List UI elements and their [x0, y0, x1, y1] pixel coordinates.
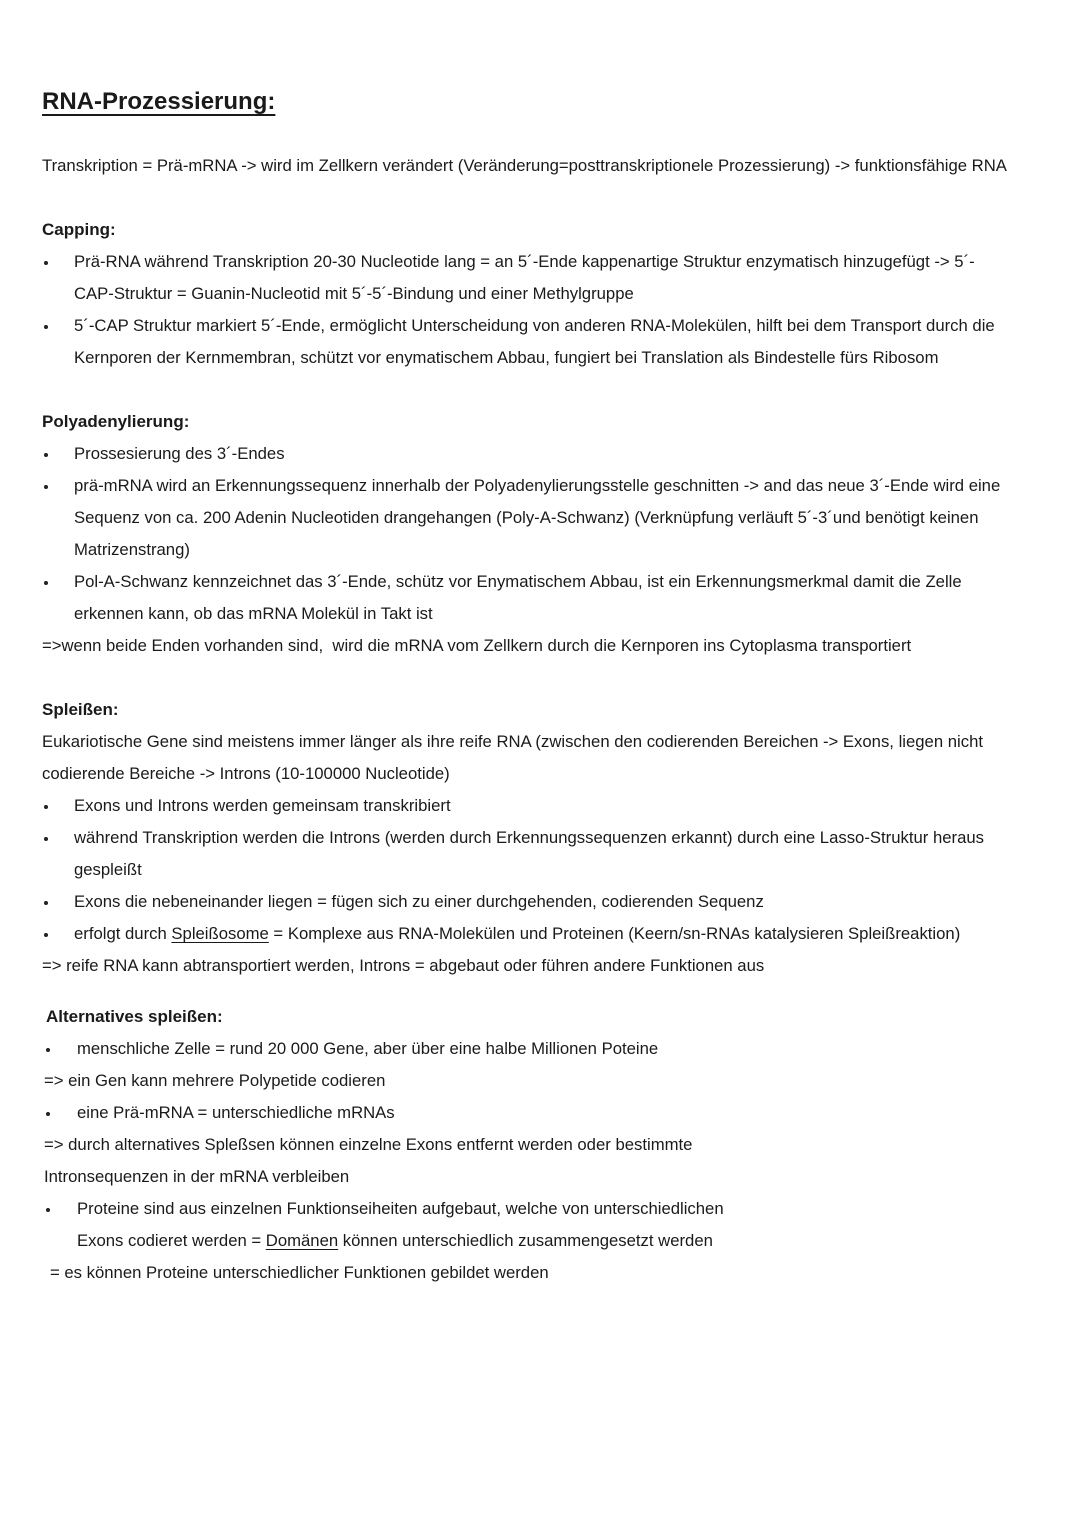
alternativ-note-1: => ein Gen kann mehrere Polypetide codieren — [44, 1071, 386, 1090]
alternativ-bullet-3-text: Exons codieret werden = — [77, 1231, 266, 1250]
alternativ-note-2-cont: Intronsequenzen in der mRNA verbleiben — [44, 1167, 350, 1186]
spacer — [0, 374, 1080, 406]
domaenen-term: Domänen — [265, 1231, 339, 1250]
polyadenylierung-heading: Polyadenylierung: — [42, 412, 190, 431]
spacer — [0, 982, 1080, 1001]
spleissen-intro-cont: codierende Bereiche -> Introns (10-100000 Nucleotide) — [42, 764, 450, 783]
alternativ-bullet-3: Proteine sind aus einzelnen Funktionseiheiten aufgebaut, welche von unterschiedlichen — [0, 1193, 1080, 1225]
polyadenylierung-bullet-2-cont: Matrizenstrang) — [74, 540, 190, 559]
polyadenylierung-bullet-3-cont: erkennen kann, ob das mRNA Molekül in Takt ist — [74, 604, 433, 623]
polyadenylierung-bullet-1: Prossesierung des 3´-Endes — [0, 438, 1080, 470]
alternativ-conclusion: = es können Proteine unterschiedlicher Funktionen gebildet werden — [50, 1263, 549, 1282]
section-polyadenylierung — [0, 406, 1080, 662]
spleissen-intro: Eukariotische Gene sind meistens immer länger als ihre reife RNA (zwischen den codierenden Bereichen -> Exons, liegen nicht — [42, 732, 984, 751]
spleissen-bullet-2-cont: gespleißt — [74, 860, 142, 879]
spacer — [0, 118, 1080, 150]
polyadenylierung-conclusion: =>wenn beide Enden vorhanden sind, wird die mRNA vom Zellkern durch die Kernporen ins Cytoplasma transportiert — [42, 636, 912, 655]
alternativ-bullet-3-cont — [0, 1225, 1080, 1257]
spleissen-bullet-4-text: erfolgt durch — [74, 924, 172, 943]
polyadenylierung-bullet-2: prä-mRNA wird an Erkennungssequenz innerhalb der Polyadenylierungsstelle geschnitten -> and das neue 3´-Ende wird eine — [0, 470, 1080, 502]
spleissen-bullet-4 — [0, 918, 1080, 950]
page-title-text: RNA-Prozessierung: — [42, 88, 276, 115]
capping-bullet-1: Prä-RNA während Transkription 20-30 Nucleotide lang = an 5´-Ende kappenartige Struktur enzymatisch hinzugefügt -> 5´- — [0, 246, 1080, 278]
capping-bullet-2-cont: Kernporen der Kernmembran, schützt vor enymatischem Abbau, fungiert bei Translation als Bindestelle fürs Ribosom — [74, 348, 939, 367]
section-alternatives-spleissen — [0, 1001, 1080, 1289]
capping-heading: Capping: — [42, 220, 116, 239]
spleissen-bullet-4-text: = Komplexe aus RNA-Molekülen und Proteinen (Keern/sn-RNAs katalysieren Spleißreaktion) — [268, 924, 961, 943]
spleissosome-term: Spleißosome — [171, 924, 269, 943]
alternativ-bullet-1: menschliche Zelle = rund 20 000 Gene, aber über eine halbe Millionen Poteine — [0, 1033, 1080, 1065]
page-title — [0, 86, 1080, 118]
spacer — [0, 662, 1080, 694]
section-spleissen — [0, 694, 1080, 982]
alternativ-bullet-2: eine Prä-mRNA = unterschiedliche mRNAs — [0, 1097, 1080, 1129]
alternativ-heading: Alternatives spleißen: — [46, 1007, 223, 1026]
spacer — [0, 182, 1080, 214]
spleissen-bullet-3: Exons die nebeneinander liegen = fügen sich zu einer durchgehenden, codierenden Sequenz — [0, 886, 1080, 918]
capping-bullet-2: 5´-CAP Struktur markiert 5´-Ende, ermöglicht Unterscheidung von anderen RNA-Molekülen, hilft bei dem Transport durch die — [0, 310, 1080, 342]
polyadenylierung-bullet-2-cont: Sequenz von ca. 200 Adenin Nucleotiden drangehangen (Poly-A-Schwanz) (Verknüpfung verläuft 5´-3´und benötigt keinen — [74, 508, 979, 527]
capping-bullet-1-cont: CAP-Struktur = Guanin-Nucleotid mit 5´-5´-Bindung und einer Methylgruppe — [74, 284, 634, 303]
alternativ-note-2: => durch alternatives Spleßsen können einzelne Exons entfernt werden oder bestimmte — [44, 1135, 693, 1154]
alternativ-bullet-3-text: können unterschiedlich zusammengesetzt werden — [338, 1231, 713, 1250]
spleissen-conclusion: => reife RNA kann abtransportiert werden, Introns = abgebaut oder führen andere Funktionen aus — [42, 956, 765, 975]
polyadenylierung-bullet-3: Pol-A-Schwanz kennzeichnet das 3´-Ende, schütz vor Enymatischem Abbau, ist ein Erkennungsmerkmal damit die Zelle — [0, 566, 1080, 598]
spleissen-bullet-2: während Transkription werden die Introns (werden durch Erkennungssequenzen erkannt) durch eine Lasso-Struktur heraus — [0, 822, 1080, 854]
spleissen-bullet-1: Exons und Introns werden gemeinsam transkribiert — [0, 790, 1080, 822]
spleissen-heading: Spleißen: — [42, 700, 119, 719]
intro-text: Transkription = Prä-mRNA -> wird im Zellkern verändert (Veränderung=posttranskriptionele Prozessierung) -> funktionsfähige RNA — [42, 156, 1007, 175]
section-capping — [0, 214, 1080, 374]
